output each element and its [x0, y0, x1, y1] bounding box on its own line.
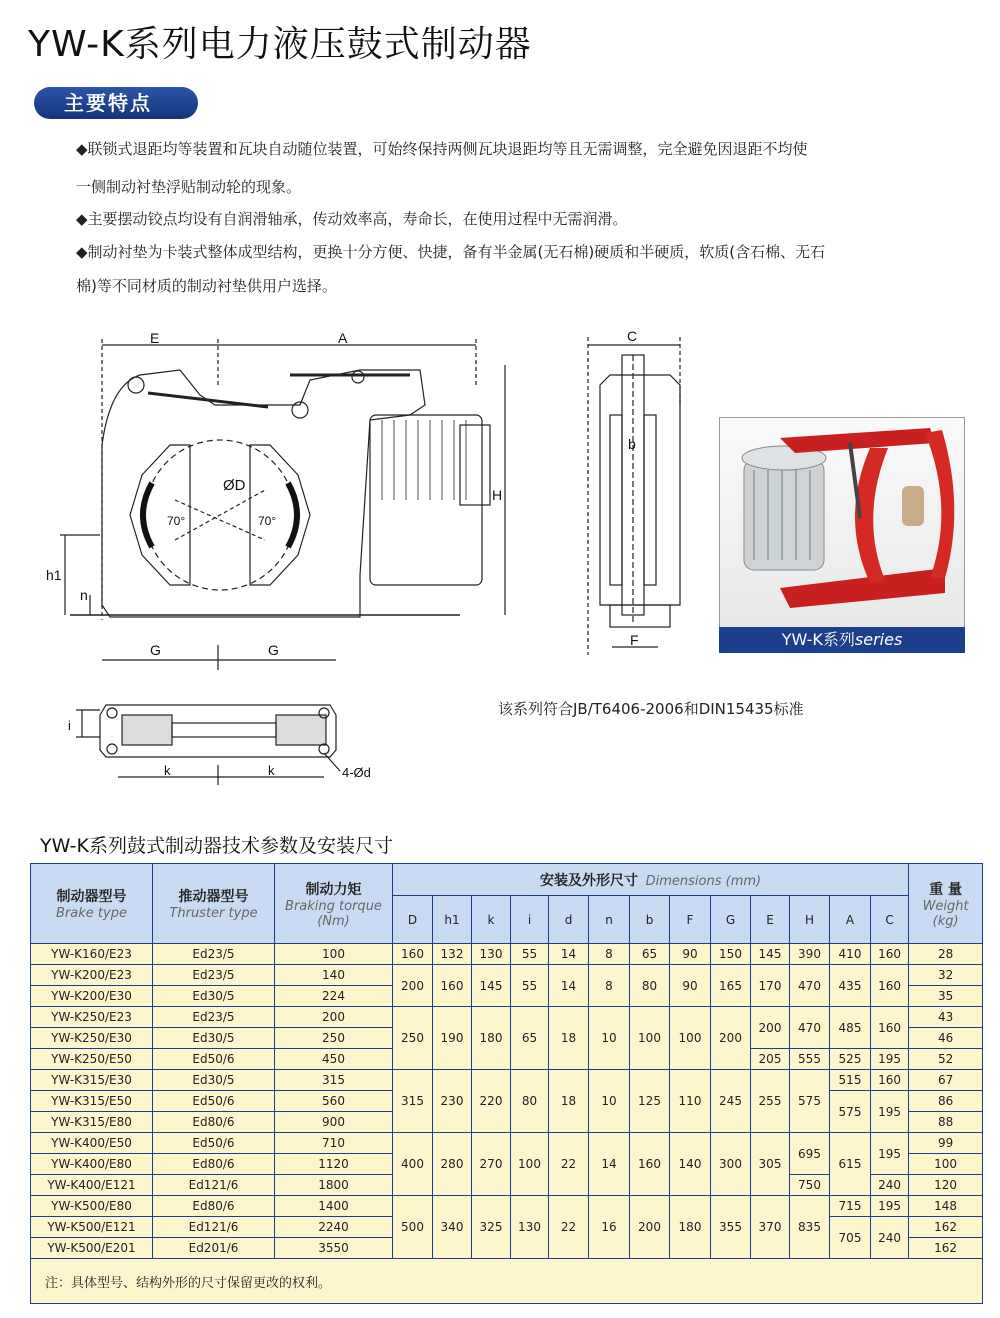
dim-col-h1: h1: [433, 896, 472, 944]
photo-caption: [719, 627, 965, 653]
dim-col-d: d: [549, 896, 589, 944]
table-row: YW-K250/E30 Ed30/5 250 46: [31, 1028, 983, 1049]
dim-col-E: E: [751, 896, 790, 944]
section-badge: 主要特点: [34, 87, 198, 119]
label-A: A: [338, 330, 348, 346]
header-dimensions: 安装及外形尺寸 Dimensions (mm): [393, 864, 909, 896]
table-row: YW-K400/E50 Ed50/6 710 400 280 270 100 22 14 160 140 300 305 695 615 195 99: [31, 1133, 983, 1154]
table-note: 注：具体型号、结构外形的尺寸保留更改的权利。: [31, 1259, 983, 1304]
table-row: YW-K250/E23 Ed23/5 200 250 190 180 65 18 10 100 100 200 200 470 485 160 43: [31, 1007, 983, 1028]
label-G-right: G: [268, 642, 279, 658]
side-view: [588, 337, 680, 655]
dim-col-F: F: [670, 896, 711, 944]
header-braking-torque: 制动力矩 Braking torque (Nm): [275, 864, 393, 944]
label-E: E: [150, 330, 160, 346]
table-row: YW-K200/E30 Ed30/5 224 35: [31, 986, 983, 1007]
dim-col-n: n: [589, 896, 630, 944]
table-row: YW-K160/E23 Ed23/5 100 160 132 130 55 14 8 65 90 150 145 390 410 160 28: [31, 944, 983, 965]
label-k-right: k: [268, 763, 275, 778]
feature-line-4: ◆制动衬垫为卡装式整体成型结构，更换十分方便、快捷，备有半金属(无石棉)硬质和半硬质，软质(含石棉、无石: [76, 243, 826, 261]
dim-col-A: A: [830, 896, 871, 944]
dim-col-H: H: [790, 896, 830, 944]
label-H: H: [492, 487, 503, 503]
label-G-left: G: [150, 642, 161, 658]
dim-col-k: k: [472, 896, 511, 944]
front-view: [60, 339, 505, 670]
label-diameter: ØD: [223, 477, 246, 494]
table-row: YW-K315/E30 Ed30/5 315 315 230 220 80 18 10 125 110 245 255 575 515 160 67: [31, 1070, 983, 1091]
standard-note: 该系列符合JB/T6406-2006和DIN15435标准: [498, 700, 804, 718]
table-row: YW-K400/E121 Ed121/6 1800 750 240 120: [31, 1175, 983, 1196]
label-bolt-holes: 4-Ød: [342, 765, 371, 780]
label-i: i: [68, 718, 71, 733]
technical-drawing: [40, 325, 700, 795]
header-thruster-type: 推动器型号 Thruster type: [153, 864, 275, 944]
caption-main: YW-K系列: [781, 630, 855, 649]
dim-col-b: b: [630, 896, 670, 944]
table-row: YW-K315/E50 Ed50/6 560 575 195 86: [31, 1091, 983, 1112]
base-plate-view: [76, 705, 340, 785]
label-C: C: [627, 328, 638, 344]
table-row: YW-K200/E23 Ed23/5 140 200 160 145 55 14 8 80 90 165 170 470 435 160 32: [31, 965, 983, 986]
feature-line-3: ◆主要摆动铰点均设有自润滑轴承，传动效率高，寿命长，在使用过程中无需润滑。: [76, 210, 628, 228]
label-k-left: k: [164, 763, 171, 778]
dim-col-i: i: [511, 896, 549, 944]
header-weight: 重 量 Weight (kg): [909, 864, 983, 944]
product-photo: [719, 417, 965, 653]
table-row: YW-K500/E80 Ed80/6 1400 500 340 325 130 22 16 200 180 355 370 835 715 195 148: [31, 1196, 983, 1217]
table-title: YW-K系列鼓式制动器技术参数及安装尺寸: [40, 835, 393, 857]
table-row: YW-K250/E50 Ed50/6 450 205 555 525 195 52: [31, 1049, 983, 1070]
label-F: F: [630, 632, 639, 648]
feature-line-5: 棉)等不同材质的制动衬垫供用户选择。: [76, 277, 337, 295]
spec-table: [30, 863, 983, 1304]
dim-col-D: D: [393, 896, 433, 944]
dim-col-G: G: [711, 896, 751, 944]
feature-line-1: ◆联锁式退距均等装置和瓦块自动随位装置，可始终保持两侧瓦块退距均等且无需调整，完全避免因退距不均使: [76, 140, 808, 158]
brake-photo-illustration: [720, 418, 964, 628]
table-row: YW-K500/E121 Ed121/6 2240 705 240 162: [31, 1217, 983, 1238]
header-brake-type: 制动器型号 Brake type: [31, 864, 153, 944]
label-angle-left: 70°: [167, 514, 186, 528]
label-angle-right: 70°: [258, 514, 277, 528]
label-h1: h1: [46, 567, 62, 583]
dim-col-C: C: [871, 896, 909, 944]
table-row: YW-K315/E80 Ed80/6 900 88: [31, 1112, 983, 1133]
label-b: b: [628, 436, 636, 452]
table-row: YW-K400/E80 Ed80/6 1120 100: [31, 1154, 983, 1175]
feature-line-2: 一侧制动衬垫浮贴制动轮的现象。: [76, 178, 302, 196]
table-row: YW-K500/E201 Ed201/6 3550 162: [31, 1238, 983, 1259]
label-n: n: [80, 587, 88, 603]
caption-italic: series: [854, 630, 903, 649]
page-title: YW-K系列电力液压鼓式制动器: [28, 24, 532, 65]
